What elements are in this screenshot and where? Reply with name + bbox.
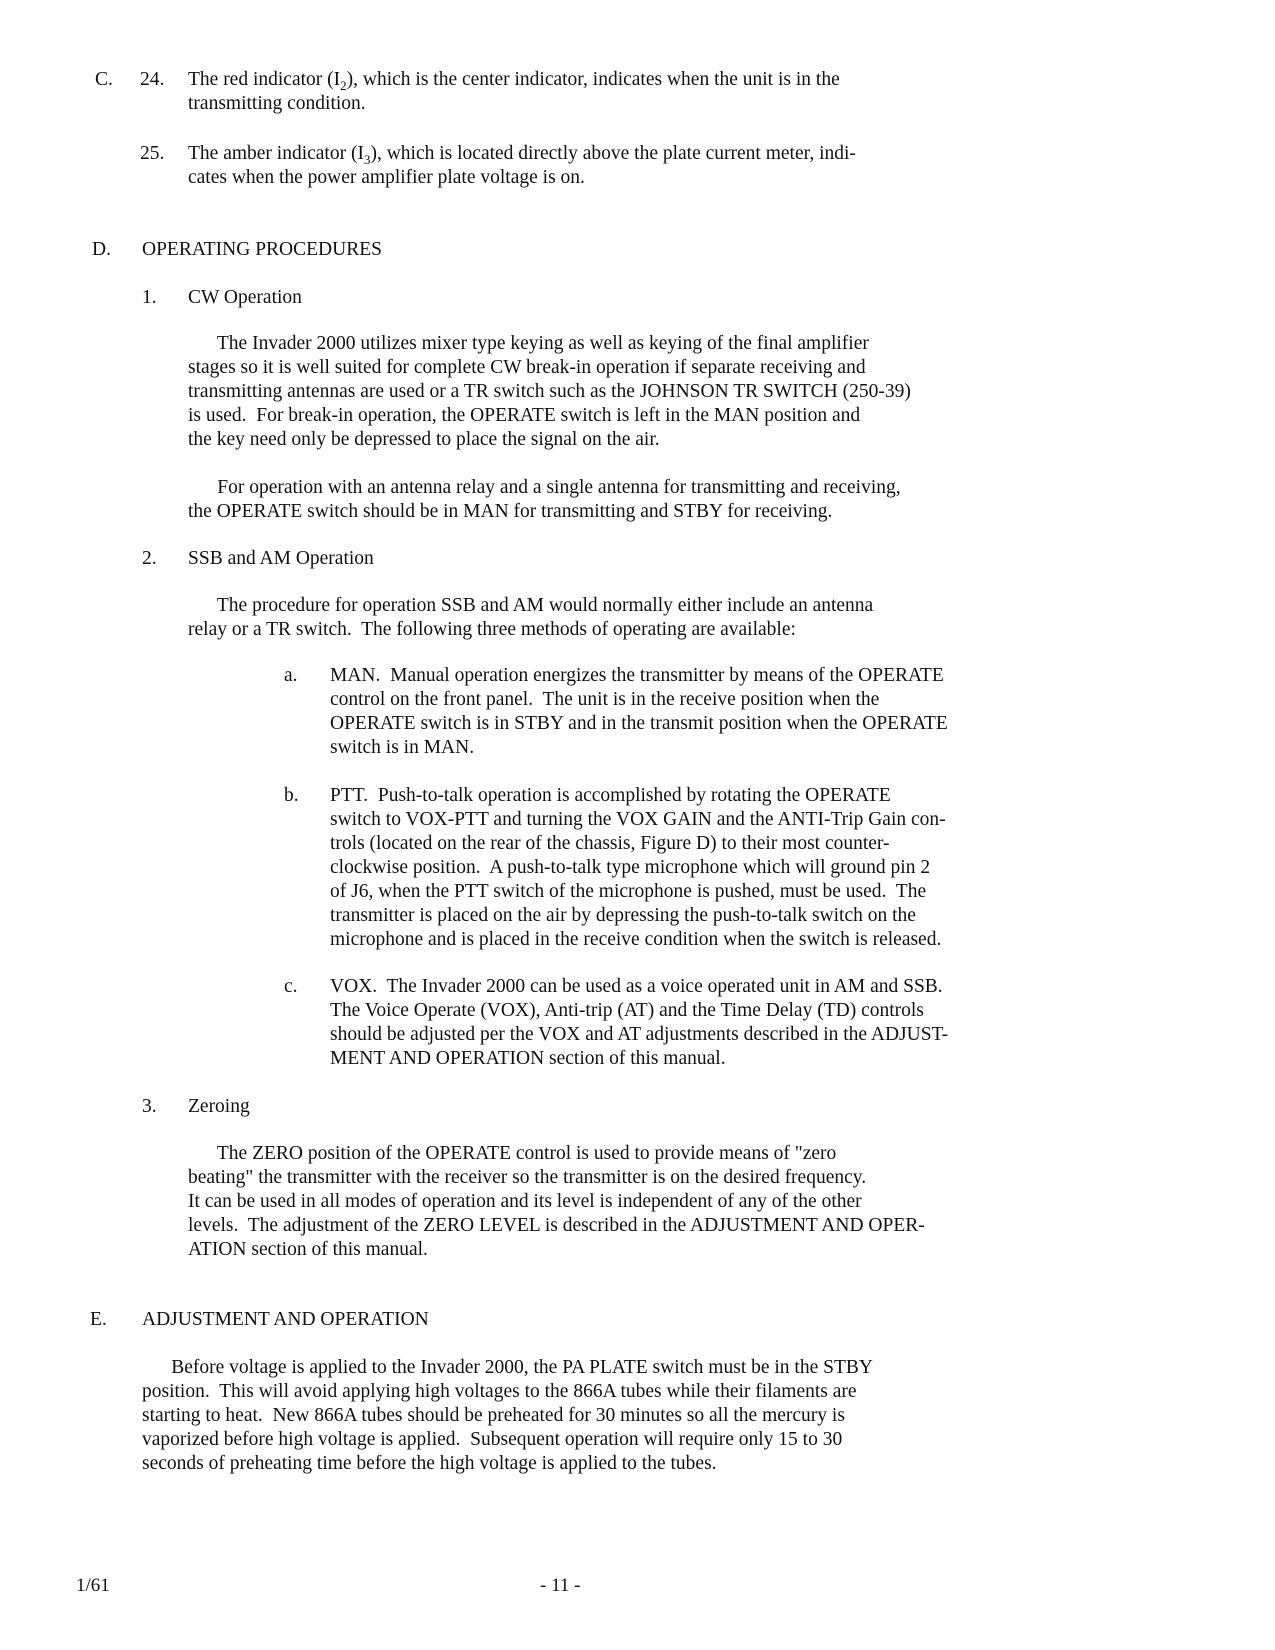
paragraph-line: levels. The adjustment of the ZERO LEVEL is described in the ADJUSTMENT AND OPER- <box>188 1215 925 1236</box>
paragraph-line: MENT AND OPERATION section of this manual. <box>330 1048 726 1069</box>
paragraph-line: the key need only be depressed to place the signal on the air. <box>188 429 660 450</box>
item-25-line-1 <box>188 142 856 166</box>
item-25-subscript: 3 <box>363 152 371 167</box>
item-24-line-1-pre: The red indicator (I <box>188 69 341 90</box>
paragraph-line: The procedure for operation SSB and AM would normally either include an antenna <box>188 595 874 616</box>
paragraph-line: trols (located on the rear of the chassis, Figure D) to their most counter- <box>330 833 890 854</box>
section-e-title: ADJUSTMENT AND OPERATION <box>142 1309 429 1330</box>
item-24-subscript: 2 <box>340 78 347 93</box>
item-25-text <box>188 142 856 190</box>
footer-date: 1/61 <box>76 1575 110 1596</box>
cw-paragraph-2 <box>188 476 901 524</box>
paragraph-line: transmitting antennas are used or a TR switch such as the JOHNSON TR SWITCH (250-39) <box>188 381 911 402</box>
section-c-letter: C. <box>95 69 113 90</box>
subsection-3-title: Zeroing <box>188 1096 250 1117</box>
section-d-title: OPERATING PROCEDURES <box>142 239 382 260</box>
paragraph-line: stages so it is well suited for complete CW break-in operation if separate receiving and <box>188 357 866 378</box>
method-a-text <box>330 664 948 760</box>
paragraph-line: clockwise position. A push-to-talk type microphone which will ground pin 2 <box>330 857 931 878</box>
paragraph-line: switch to VOX-PTT and turning the VOX GAIN and the ANTI-Trip Gain con- <box>330 809 946 830</box>
paragraph-line: position. This will avoid applying high voltages to the 866A tubes while their filaments are <box>142 1381 857 1402</box>
paragraph-line: starting to heat. New 866A tubes should be preheated for 30 minutes so all the mercury is <box>142 1405 845 1426</box>
item-24-text <box>188 68 840 116</box>
paragraph-line: seconds of preheating time before the high voltage is applied to the tubes. <box>142 1453 717 1474</box>
item-24-line-1 <box>188 68 840 92</box>
paragraph-line: MAN. Manual operation energizes the transmitter by means of the OPERATE <box>330 665 944 686</box>
paragraph-line: The Invader 2000 utilizes mixer type keying as well as keying of the final amplifier <box>188 333 869 354</box>
paragraph-line: of J6, when the PTT switch of the microphone is pushed, must be used. The <box>330 881 927 902</box>
paragraph-line: control on the front panel. The unit is in the receive position when the <box>330 689 880 710</box>
paragraph-line: Before voltage is applied to the Invader 2000, the PA PLATE switch must be in the STBY <box>142 1357 873 1378</box>
zeroing-paragraph <box>188 1142 925 1262</box>
item-24-number: 24. <box>140 69 165 90</box>
method-b-text <box>330 784 946 952</box>
paragraph-line: OPERATE switch is in STBY and in the transmit position when the OPERATE <box>330 713 948 734</box>
item-24-line-2: transmitting condition. <box>188 93 366 114</box>
paragraph-line: vaporized before high voltage is applied. Subsequent operation will require only 15 to 30 <box>142 1429 843 1450</box>
item-25-number: 25. <box>140 143 165 164</box>
subsection-1-title: CW Operation <box>188 287 302 308</box>
method-c-letter: c. <box>284 976 298 997</box>
item-25-line-1-post: ), which is located directly above the plate current meter, indi- <box>370 143 856 164</box>
paragraph-line: transmitter is placed on the air by depressing the push-to-talk switch on the <box>330 905 916 926</box>
item-25-line-2: cates when the power amplifier plate voltage is on. <box>188 167 585 188</box>
paragraph-line: beating" the transmitter with the receiver so the transmitter is on the desired frequency. <box>188 1167 867 1188</box>
method-c-text <box>330 975 948 1071</box>
paragraph-line: should be adjusted per the VOX and AT adjustments described in the ADJUST- <box>330 1024 949 1045</box>
paragraph-line: relay or a TR switch. The following three methods of operating are available: <box>188 619 796 640</box>
paragraph-line: VOX. The Invader 2000 can be used as a voice operated unit in AM and SSB. <box>330 976 943 997</box>
subsection-2-number: 2. <box>142 548 157 569</box>
subsection-3-number: 3. <box>142 1096 157 1117</box>
paragraph-line: For operation with an antenna relay and a single antenna for transmitting and receiving, <box>188 477 901 498</box>
method-b-letter: b. <box>284 785 299 806</box>
paragraph-line: is used. For break-in operation, the OPERATE switch is left in the MAN position and <box>188 405 861 426</box>
paragraph-line: microphone and is placed in the receive condition when the switch is released. <box>330 929 942 950</box>
item-25-line-1-pre: The amber indicator (I <box>188 143 364 164</box>
paragraph-line: the OPERATE switch should be in MAN for transmitting and STBY for receiving. <box>188 501 833 522</box>
paragraph-line: It can be used in all modes of operation and its level is independent of any of the other <box>188 1191 862 1212</box>
section-d-letter: D. <box>92 239 111 260</box>
subsection-2-title: SSB and AM Operation <box>188 548 374 569</box>
method-a-letter: a. <box>284 665 298 686</box>
subsection-1-number: 1. <box>142 287 157 308</box>
paragraph-line: The Voice Operate (VOX), Anti-trip (AT) and the Time Delay (TD) controls <box>330 1000 924 1021</box>
item-24-line-1-post: ), which is the center indicator, indicates when the unit is in the <box>346 69 840 90</box>
ssb-intro-paragraph <box>188 594 873 642</box>
section-e-letter: E. <box>90 1309 107 1330</box>
paragraph-line: switch is in MAN. <box>330 737 475 758</box>
paragraph-line: PTT. Push-to-talk operation is accomplished by rotating the OPERATE <box>330 785 891 806</box>
paragraph-line: The ZERO position of the OPERATE control is used to provide means of "zero <box>188 1143 837 1164</box>
paragraph-line: ATION section of this manual. <box>188 1239 428 1260</box>
cw-paragraph-1 <box>188 332 911 452</box>
adjustment-paragraph <box>142 1356 873 1476</box>
page-number: - 11 - <box>540 1575 581 1596</box>
